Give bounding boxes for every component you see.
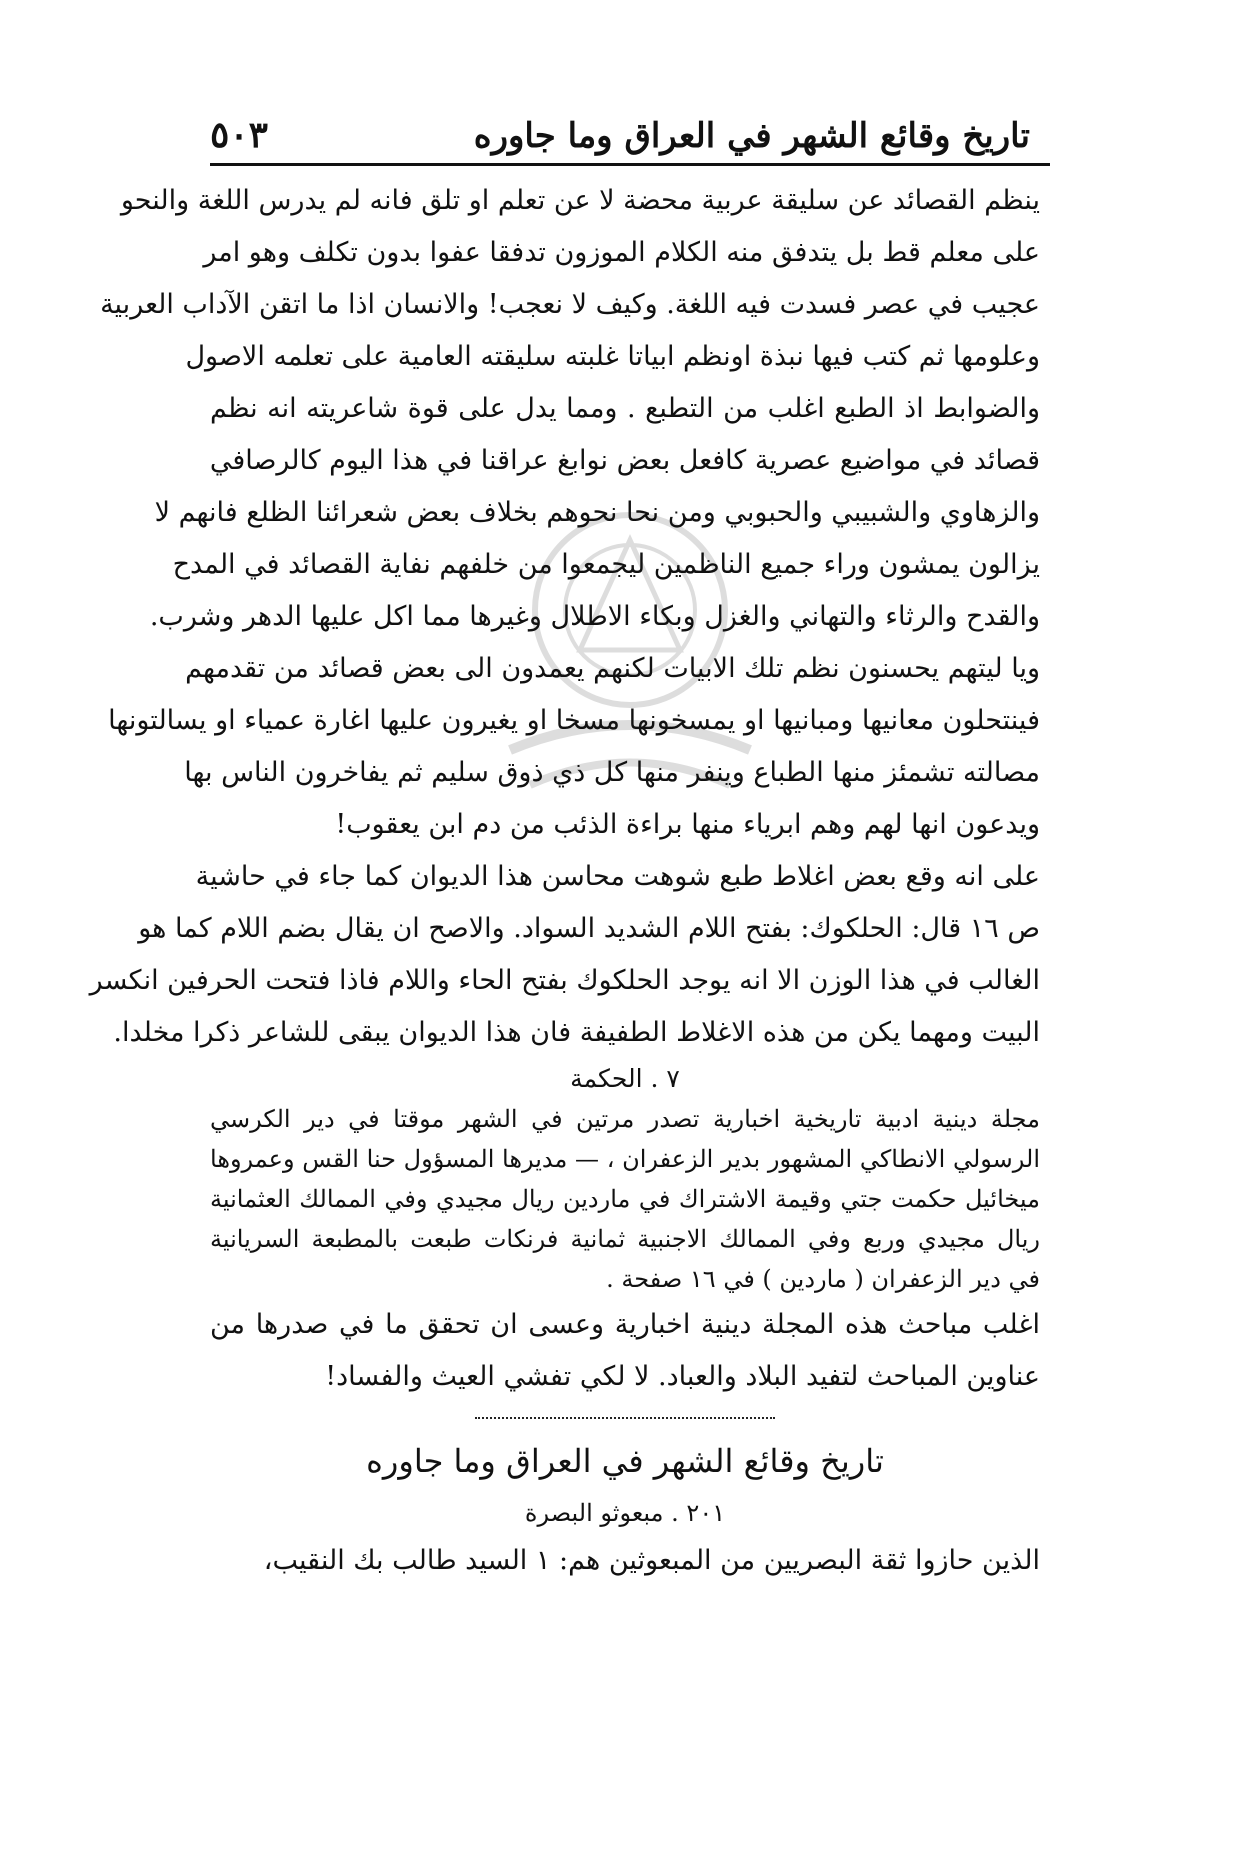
text-line: ينظم القصائد عن سليقة عربية محضة لا عن تعلم او تلق فانه لم يدرس اللغة والنحو xyxy=(120,185,1040,216)
section-heading: ٧ . الحكمة xyxy=(570,1064,680,1093)
text-line: قصائد في مواضيع عصرية كافعل بعض نوابغ عراقنا في هذا اليوم كالرصافي xyxy=(209,445,1040,476)
section-title: تاريخ وقائع الشهر في العراق وما جاوره xyxy=(366,1442,884,1480)
text-line: على انه وقع بعض اغلاط طبع شوهت محاسن هذا الديوان كما جاء في حاشية xyxy=(195,861,1040,892)
text-line: مصالته تشمئز منها الطباع وينفر منها كل ذي ذوق سليم ثم يفاخرون الناس بها xyxy=(184,757,1040,788)
text-line: فينتحلون معانيها ومبانيها او يمسخونها مسخا او يغيرون عليها اغارة عمياء او يسالتونها xyxy=(108,705,1040,736)
running-title: تاريخ وقائع الشهر في العراق وما جاوره xyxy=(473,116,1030,156)
text-line: مجلة دينية ادبية تاريخية اخبارية تصدر مرتين في الشهر موقتا في دير الكرسي xyxy=(210,1105,1040,1133)
text-line: عناوين المباحث لتفيد البلاد والعباد. لا لكي تفشي العيث والفساد! xyxy=(325,1361,1040,1392)
text-line: الغالب في هذا الوزن الا انه يوجد الحلكوك بفتح الحاء واللام فاذا فتحت الحرفين انكسر xyxy=(89,965,1040,996)
text-line: والضوابط اذ الطبع اغلب من التطبع . ومما يدل على قوة شاعريته انه نظم xyxy=(210,393,1040,424)
text-line: البيت ومهما يكن من هذه الاغلاط الطفيفة فان هذا الديوان يبقى للشاعر ذكرا مخلدا. xyxy=(113,1017,1040,1048)
text-line: ص ١٦ قال: الحلكوك: بفتح اللام الشديد السواد. والاصح ان يقال بضم اللام كما هو xyxy=(138,913,1040,944)
text-line: ريال مجيدي وربع وفي الممالك الاجنبية ثمانية فرنكات طبعت بالمطبعة السريانية xyxy=(210,1225,1040,1253)
text-line: على معلم قط بل يتدفق منه الكلام الموزون تدفقا عفوا بدون تكلف وهو امر xyxy=(203,237,1040,268)
text-line: في دير الزعفران ( ماردين ) في ١٦ صفحة . xyxy=(606,1265,1040,1293)
text-line: اغلب مباحث هذه المجلة دينية اخبارية وعسى ان تحقق ما في صدرها من xyxy=(210,1309,1040,1340)
section-divider xyxy=(475,1417,775,1421)
header-rule xyxy=(210,163,1050,166)
text-line: وعلومها ثم كتب فيها نبذة اونظم ابياتا غلبته سليقته العامية على تعلمه الاصول xyxy=(185,341,1040,372)
text-line: ويدعون انها لهم وهم ابرياء منها براءة الذئب من دم ابن يعقوب! xyxy=(335,809,1040,840)
section-subtitle: ٢٠١ . مبعوثو البصرة xyxy=(524,1499,726,1527)
text-line: الذين حازوا ثقة البصريين من المبعوثين هم: ١ السيد طالب بك النقيب، xyxy=(263,1545,1040,1576)
page-number: ٥٠٣ xyxy=(210,114,269,156)
text-line: الرسولي الانطاكي المشهور بدير الزعفران ، — مديرها المسؤول حنا القس وعمروها xyxy=(210,1145,1040,1173)
text-line: ويا ليتهم يحسنون نظم تلك الابيات لكنهم يعمدون الى بعض قصائد من تقدمهم xyxy=(185,653,1040,684)
text-line: والزهاوي والشبيبي والحبوبي ومن نحا نحوهم بخلاف بعض شعرائنا الظلع فانهم لا xyxy=(154,497,1040,528)
text-line: والقدح والرثاء والتهاني والغزل وبكاء الاطلال وغيرها مما اكل عليها الدهر وشرب. xyxy=(149,601,1040,632)
article-body xyxy=(89,175,1041,1587)
text-line: عجيب في عصر فسدت فيه اللغة. وكيف لا نعجب! والانسان اذا ما اتقن الآداب العربية xyxy=(100,289,1040,320)
page-header xyxy=(210,110,1030,170)
text-line: يزالون يمشون وراء جميع الناظمين ليجمعوا من خلفهم نفاية القصائد في المدح xyxy=(172,549,1040,580)
text-line: ميخائيل حكمت جتي وقيمة الاشتراك في ماردين ريال مجيدي وفي الممالك العثمانية xyxy=(210,1185,1041,1213)
